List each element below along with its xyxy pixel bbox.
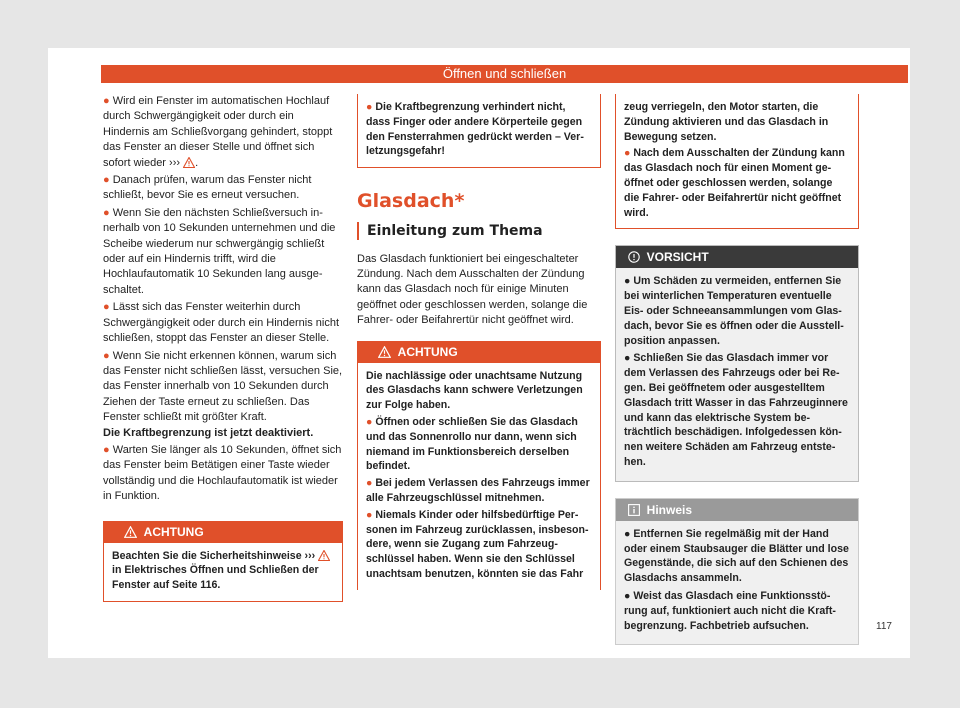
note-box — [615, 498, 859, 646]
warning-box-continued: ● Die Kraftbegrenzung verhindert nicht, dass Finger oder andere Körperteile gegen den Fensterrahmen gedrückt werden – Verletzungsgefahr! — [357, 94, 601, 168]
paragraph: ● Wird ein Fenster im automatischen Hochlauf durch Schwergängigkeit oder durch ein Hindernis am Schließvorgang gehindert, stoppt das Fenster an dieser Stelle und öffnet sich sofort wieder ››› . — [103, 95, 333, 169]
exclamation-circle-icon — [628, 251, 640, 263]
paragraph: ● Warten Sie länger als 10 Sekunden, öffnet sich das Fenster beim Betätigen einer Taste wieder vollständig und die Hochlaufautomatik ist wieder in Funktion. — [103, 443, 342, 503]
note-box-body: ● Entfernen Sie regelmäßig mit der Hand oder einem Staubsauger die Blätter und lose Gegenstände, die sich auf den Schienen des Glasdachs ansammeln. ● Weist das Glasdach eine Funktionsstörung auf, funktioniert auch nicht die Kraftbegrenzung. Fachbetrieb aufsuchen. — [624, 527, 849, 632]
warning-box-header: ACHTUNG — [358, 342, 600, 363]
column-1 — [103, 94, 343, 602]
manual-page — [48, 48, 910, 658]
note-box-header: Hinweis — [616, 499, 858, 521]
warning-box-body: Die nachlässige oder unachtsame Nutzung des Glasdachs kann schwere Verletzungen zur Folge haben. ● Öffnen oder schließen Sie das Glasdach und das Sonnenrollo nur dann, wenn sich niemand im Funktionsbereich derselben befindet. ● Bei jedem Verlassen des Fahrzeugs immer alle Fahrzeugschlüssel mitnehmen. ● Niemals Kinder oder hilfsbedürftige Personen im Fahrzeug zurücklassen, insbesondere, wenn sie Zugang zum Fahrzeugschlüssel haben. Wenn sie den Schlüssel unachtsam benutzen, könnten sie das Fahr — [366, 369, 590, 580]
paragraph: ● Wenn Sie nicht erkennen können, warum sich das Fenster nicht schließen lässt, versuchen Sie, das Fenster innerhalb von 10 Sekunden durch Ziehen der Taste erneut zu schließen. Das Fenster schließt mit größter Kraft. Die Kraftbegrenzung ist jetzt deaktiviert. — [103, 349, 343, 439]
info-icon — [628, 504, 640, 516]
warning-triangle-icon — [124, 526, 137, 538]
warning-box-body: Beachten Sie die Sicherheitshinweise ››› in Elektrisches Öffnen und Schließen der Fenster auf Seite 116. — [104, 543, 342, 601]
paragraph: ● Danach prüfen, warum das Fenster nicht schließt, bevor Sie es erneut versuchen. — [103, 174, 312, 202]
caution-box-header: VORSICHT — [616, 246, 858, 268]
warning-box — [103, 521, 343, 602]
section-heading: Glasdach* — [357, 190, 465, 213]
paragraph: ● Wenn Sie den nächsten Schließversuch innerhalb von 10 Sekunden unternehmen und die Scheibe wiederum nur schwergängig schließt oder auf ein Hindernis trifft, wird die Hochlaufautomatik 10 Sekunden lang ausgeschaltet. — [103, 206, 336, 296]
warning-triangle-icon — [183, 157, 195, 168]
page-number: 117 — [876, 621, 892, 632]
column-3 — [615, 94, 859, 645]
warning-box-header: ACHTUNG — [104, 522, 342, 543]
column-2 — [357, 94, 601, 590]
caution-box-body: ● Um Schäden zu vermeiden, entfernen Sie bei winterlichen Temperaturen eventuelle Eis- oder Schneeansammlungen vom Glasdach, bevor Sie es öffnen oder die Ausstellposition anpassen. ● Schließen Sie das Glasdach immer vor dem Verlassen des Fahrzeugs oder bei Regen. Bei geöffnetem oder ausgestelltem Glasdach tritt Wasser in das Fahrzeuginnere und kann das elektrische System beträchtlich beschädigen. Infolgedessen können weitere Schäden am Fahrzeug entstehen. — [624, 275, 848, 468]
intro-paragraph: Das Glasdach funktioniert bei eingeschalteter Zündung. Nach dem Ausschalten der Zündung kann das Glasdach noch für einige Minuten geöffnet oder geschlossen werden, solange die Fahrer- oder Beifahrertür nicht geöffnet wird. — [357, 252, 588, 327]
page-header: Öffnen und schließen — [101, 65, 908, 83]
warning-box-continued: zeug verriegeln, den Motor starten, die Zündung aktivieren und das Glasdach in Bewegung setzen. ● Nach dem Ausschalten der Zündung kann das Glasdach noch für einen Moment geöffnet oder geschlossen werden, solange die Fahrer- oder Beifahrertür nicht geöffnet wird. — [615, 94, 859, 229]
warning-box — [357, 341, 601, 590]
subsection-heading: Einleitung zum Thema — [357, 222, 601, 240]
caution-box — [615, 245, 859, 481]
warning-triangle-icon — [378, 346, 391, 358]
paragraph: ● Lässt sich das Fenster weiterhin durch Schwergängigkeit oder durch ein Hindernis nicht schließen, stoppt das Fenster an dieser Stelle. — [103, 301, 340, 345]
warning-triangle-icon — [318, 550, 330, 561]
